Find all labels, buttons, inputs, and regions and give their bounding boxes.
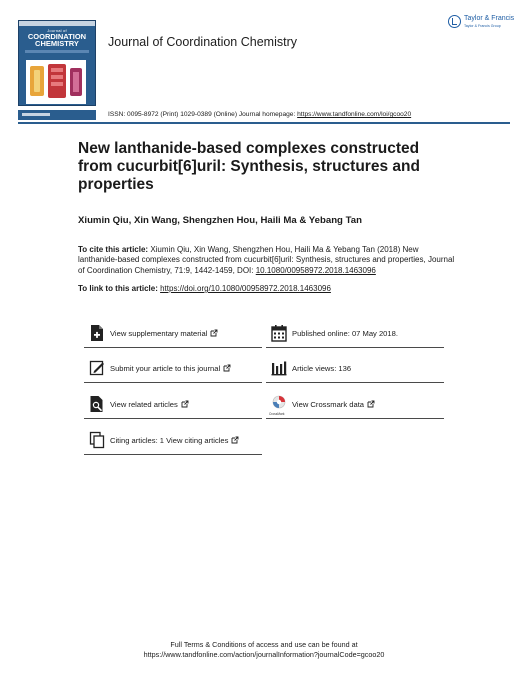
cover-bar: [25, 50, 89, 53]
citation-label: To cite this article:: [78, 245, 149, 254]
published-label: Published online: 07 May 2018.: [292, 329, 398, 338]
search-document-icon: [89, 395, 105, 413]
copy-documents-icon: [89, 431, 105, 449]
cover-journal-name: [19, 33, 95, 47]
article-link-line: [78, 284, 331, 293]
publisher-name: Taylor & Francis: [464, 15, 515, 22]
issn-text: ISSN: 0095-8972 (Print) 1029-0389 (Online) Journal homepage:: [108, 111, 298, 118]
external-link-icon: [223, 364, 231, 372]
view-crossmark-button[interactable]: [266, 395, 444, 419]
journal-homepage-link[interactable]: https://www.tandfonline.com/loi/gcoo20: [297, 111, 412, 118]
external-link-icon: [210, 329, 218, 337]
cover-journal-line2: COORDINATION: [27, 32, 87, 41]
citation-text: Xiumin Qiu, Xin Wang, Shengzhen Hou, Haili Ma & Yebang Tan (2018) New lanthanide-based complexes constructed from cucurbit[6]uril: Synthesis, structures and properties, Journal of Coordination Chemistry, 71:9, 1442-1459, DOI:: [78, 245, 455, 275]
crossmark-logo-text: CrossMark: [269, 412, 285, 416]
published-date: [266, 324, 444, 348]
document-plus-icon: [89, 324, 105, 342]
footer-terms-url[interactable]: https://www.tandfonline.com/action/journalInformation?journalCode=gcoo20: [143, 649, 385, 659]
crossmark-label: View Crossmark data: [292, 400, 365, 409]
external-link-icon: [231, 436, 239, 444]
citing-label: Citing articles: 1 View citing articles: [110, 436, 229, 445]
article-views: [266, 359, 444, 383]
supplementary-label: View supplementary material: [110, 329, 208, 338]
cover-footer-bar: [18, 110, 96, 120]
view-related-button[interactable]: [84, 395, 262, 419]
submit-label: Submit your article to this journal: [110, 364, 221, 373]
external-link-icon: [181, 400, 189, 408]
cover-journal-line3: CHEMISTRY: [35, 39, 79, 48]
citation-block: [78, 245, 458, 276]
publisher-logo[interactable]: [448, 13, 514, 33]
header-rule: [18, 122, 510, 124]
bar-chart-icon: [271, 359, 287, 377]
external-link-icon: [367, 400, 375, 408]
doi-link[interactable]: 10.1080/00958972.2018.1463096: [255, 265, 376, 275]
page-footer: [0, 640, 528, 659]
views-label: Article views: 136: [292, 364, 352, 373]
publisher-tagline: Taylor & Francis Group: [464, 24, 501, 28]
crossmark-icon: [271, 395, 287, 413]
article-authors: Xiumin Qiu, Xin Wang, Shengzhen Hou, Haili Ma & Yebang Tan: [78, 215, 362, 226]
article-doi-url[interactable]: https://doi.org/10.1080/00958972.2018.1463096: [160, 284, 331, 293]
article-title: New lanthanide-based complexes constructed from cucurbit[6]uril: Synthesis, structures and properties: [78, 140, 420, 193]
edit-document-icon: [89, 359, 105, 377]
cover-top-strip: [19, 21, 95, 26]
cover-journal-line1: Journal of: [47, 28, 67, 33]
footer-line1: Full Terms & Conditions of access and use can be found at: [170, 640, 358, 649]
submit-article-button[interactable]: [84, 359, 262, 383]
view-supplementary-button[interactable]: [84, 324, 262, 348]
link-label: To link to this article:: [78, 284, 161, 293]
cover-artwork: [26, 60, 86, 104]
related-label: View related articles: [110, 400, 178, 409]
taylor-francis-icon: [448, 15, 461, 28]
citing-articles-button[interactable]: [84, 431, 262, 455]
cover-footer-logo: [22, 113, 50, 116]
calendar-icon: [271, 324, 287, 342]
journal-title: Journal of Coordination Chemistry: [108, 35, 297, 49]
issn-line: [108, 111, 411, 118]
